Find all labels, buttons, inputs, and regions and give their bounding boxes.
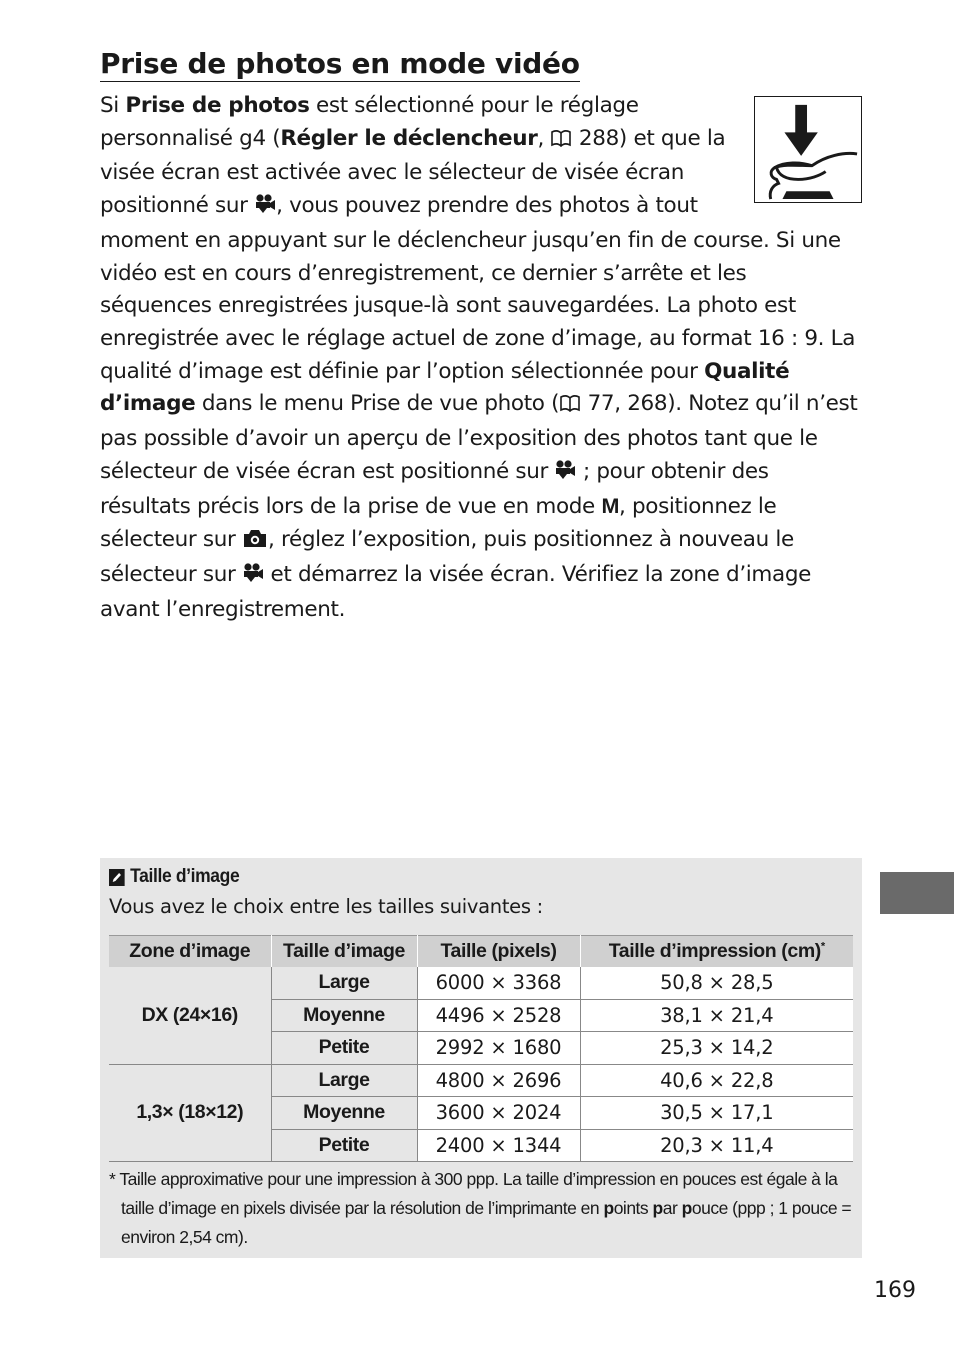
- image-size-cell: Moyenne: [271, 999, 417, 1032]
- pixel-size-cell: 6000 × 3368: [417, 967, 580, 999]
- table-row: [109, 1064, 853, 1097]
- page-number: 169: [874, 1278, 916, 1303]
- movie-camera-icon: [254, 192, 276, 225]
- footnote-emphasis: p: [603, 1198, 614, 1218]
- image-area-cell: DX (24×16): [109, 967, 271, 1064]
- note-box: [100, 858, 862, 1258]
- footnote-text: ouce (ppp ; 1 pouce = environ 2,54 cm).: [121, 1198, 852, 1247]
- table-row: [109, 967, 853, 999]
- column-header: Zone d’image: [109, 936, 271, 968]
- image-size-cell: Petite: [271, 1032, 417, 1065]
- image-size-cell: Large: [271, 1064, 417, 1097]
- book-reference-icon: [550, 125, 572, 158]
- book-reference-icon: [559, 390, 581, 423]
- movie-camera-icon: [554, 458, 576, 491]
- print-size-cell: 50,8 × 28,5: [580, 967, 853, 999]
- text-run: dans le menu Prise de vue photo (: [195, 391, 560, 417]
- footnote-text: ar: [662, 1198, 682, 1218]
- text-run: , positionnez le sélecteur sur: [100, 494, 777, 553]
- footnote-emphasis: p: [652, 1198, 663, 1218]
- print-size-cell: 40,6 × 22,8: [580, 1064, 853, 1097]
- text-run: 288) et que la visée écran est activée avec le sélecteur de visée écran positionné sur: [100, 125, 726, 219]
- bold-term: Régler le déclencheur: [280, 125, 538, 151]
- footnote-text: oints: [613, 1198, 653, 1218]
- footnote-emphasis: p: [681, 1198, 692, 1218]
- bold-term: Qualité d’image: [100, 358, 790, 417]
- pixel-size-cell: 3600 × 2024: [417, 1097, 580, 1130]
- print-size-cell: 38,1 × 21,4: [580, 999, 853, 1032]
- mode-letter: M: [601, 494, 619, 519]
- text-run: ,: [537, 125, 551, 151]
- pixel-size-cell: 4496 × 2528: [417, 999, 580, 1032]
- table-header-row: [109, 936, 853, 968]
- image-size-cell: Large: [271, 967, 417, 999]
- shutter-press-illustration: [754, 96, 862, 203]
- note-header: [109, 864, 793, 890]
- chapter-tab-marker: [880, 872, 954, 914]
- table-footnote: [109, 1165, 853, 1252]
- column-header: Taille (pixels): [417, 936, 580, 968]
- print-size-cell: 30,5 × 17,1: [580, 1097, 853, 1130]
- text-run: , réglez l’exposition, puis positionnez à nouveau le sélecteur sur: [100, 527, 794, 587]
- pixel-size-cell: 4800 × 2696: [417, 1064, 580, 1097]
- body-paragraph: [100, 90, 860, 626]
- page-title: Prise de photos en mode vidéo: [100, 48, 580, 82]
- footnote-mark: *: [820, 940, 825, 953]
- column-header: Taille d’image: [271, 936, 417, 968]
- note-intro: Vous avez le choix entre les tailles suivantes :: [109, 895, 543, 918]
- text-run: ; pour obtenir des résultats précis lors de la prise de vue en mode: [100, 458, 769, 520]
- column-header-text: Taille d’impression (cm): [608, 940, 821, 962]
- text-run: Si: [100, 93, 126, 118]
- column-header: [580, 936, 853, 968]
- text-run: , vous pouvez prendre des photos à tout moment en appuyant sur le déclencheur jusqu’en fin de course. Si une vidéo est en cours d’enregistrement, ce dernier s’arrête et les séquences enregistrées jusque-là sont sauvegardées. La photo est enregistrée avec le réglage actuel de zone d’image, au format 16 : 9. La qualité d’image est définie par l’option sélectionnée pour: [100, 193, 856, 384]
- image-size-cell: Moyenne: [271, 1097, 417, 1130]
- text-run: et démarrez la visée écran. Vérifiez la zone d’image avant l’enregistrement.: [100, 561, 812, 622]
- pixel-size-cell: 2992 × 1680: [417, 1032, 580, 1065]
- footnote-text: * Taille approximative pour une impression à 300 ppp. La taille d’impression en pouces est égale à la taille d’image en pixels divisée par la résolution de l’imprimante en: [109, 1169, 838, 1218]
- bold-term: Prise de photos: [125, 93, 310, 118]
- image-size-cell: Petite: [271, 1129, 417, 1162]
- movie-camera-icon: [242, 561, 264, 594]
- print-size-cell: 20,3 × 11,4: [580, 1129, 853, 1162]
- print-size-cell: 25,3 × 14,2: [580, 1032, 853, 1065]
- image-size-table: [109, 935, 853, 1162]
- photo-camera-icon: [242, 526, 268, 559]
- pixel-size-cell: 2400 × 1344: [417, 1129, 580, 1162]
- image-area-cell: 1,3× (18×12): [109, 1064, 271, 1162]
- text-run: 77, 268). Notez qu’il n’est pas possible d’avoir un aperçu de l’exposition des photos tant que le sélecteur de visée écran est positionné sur: [100, 391, 858, 484]
- text-run: est sélectionné pour le réglage personnalisé g4 (: [100, 93, 639, 151]
- note-title: Taille d’image: [130, 866, 240, 887]
- pencil-note-icon: [109, 869, 125, 886]
